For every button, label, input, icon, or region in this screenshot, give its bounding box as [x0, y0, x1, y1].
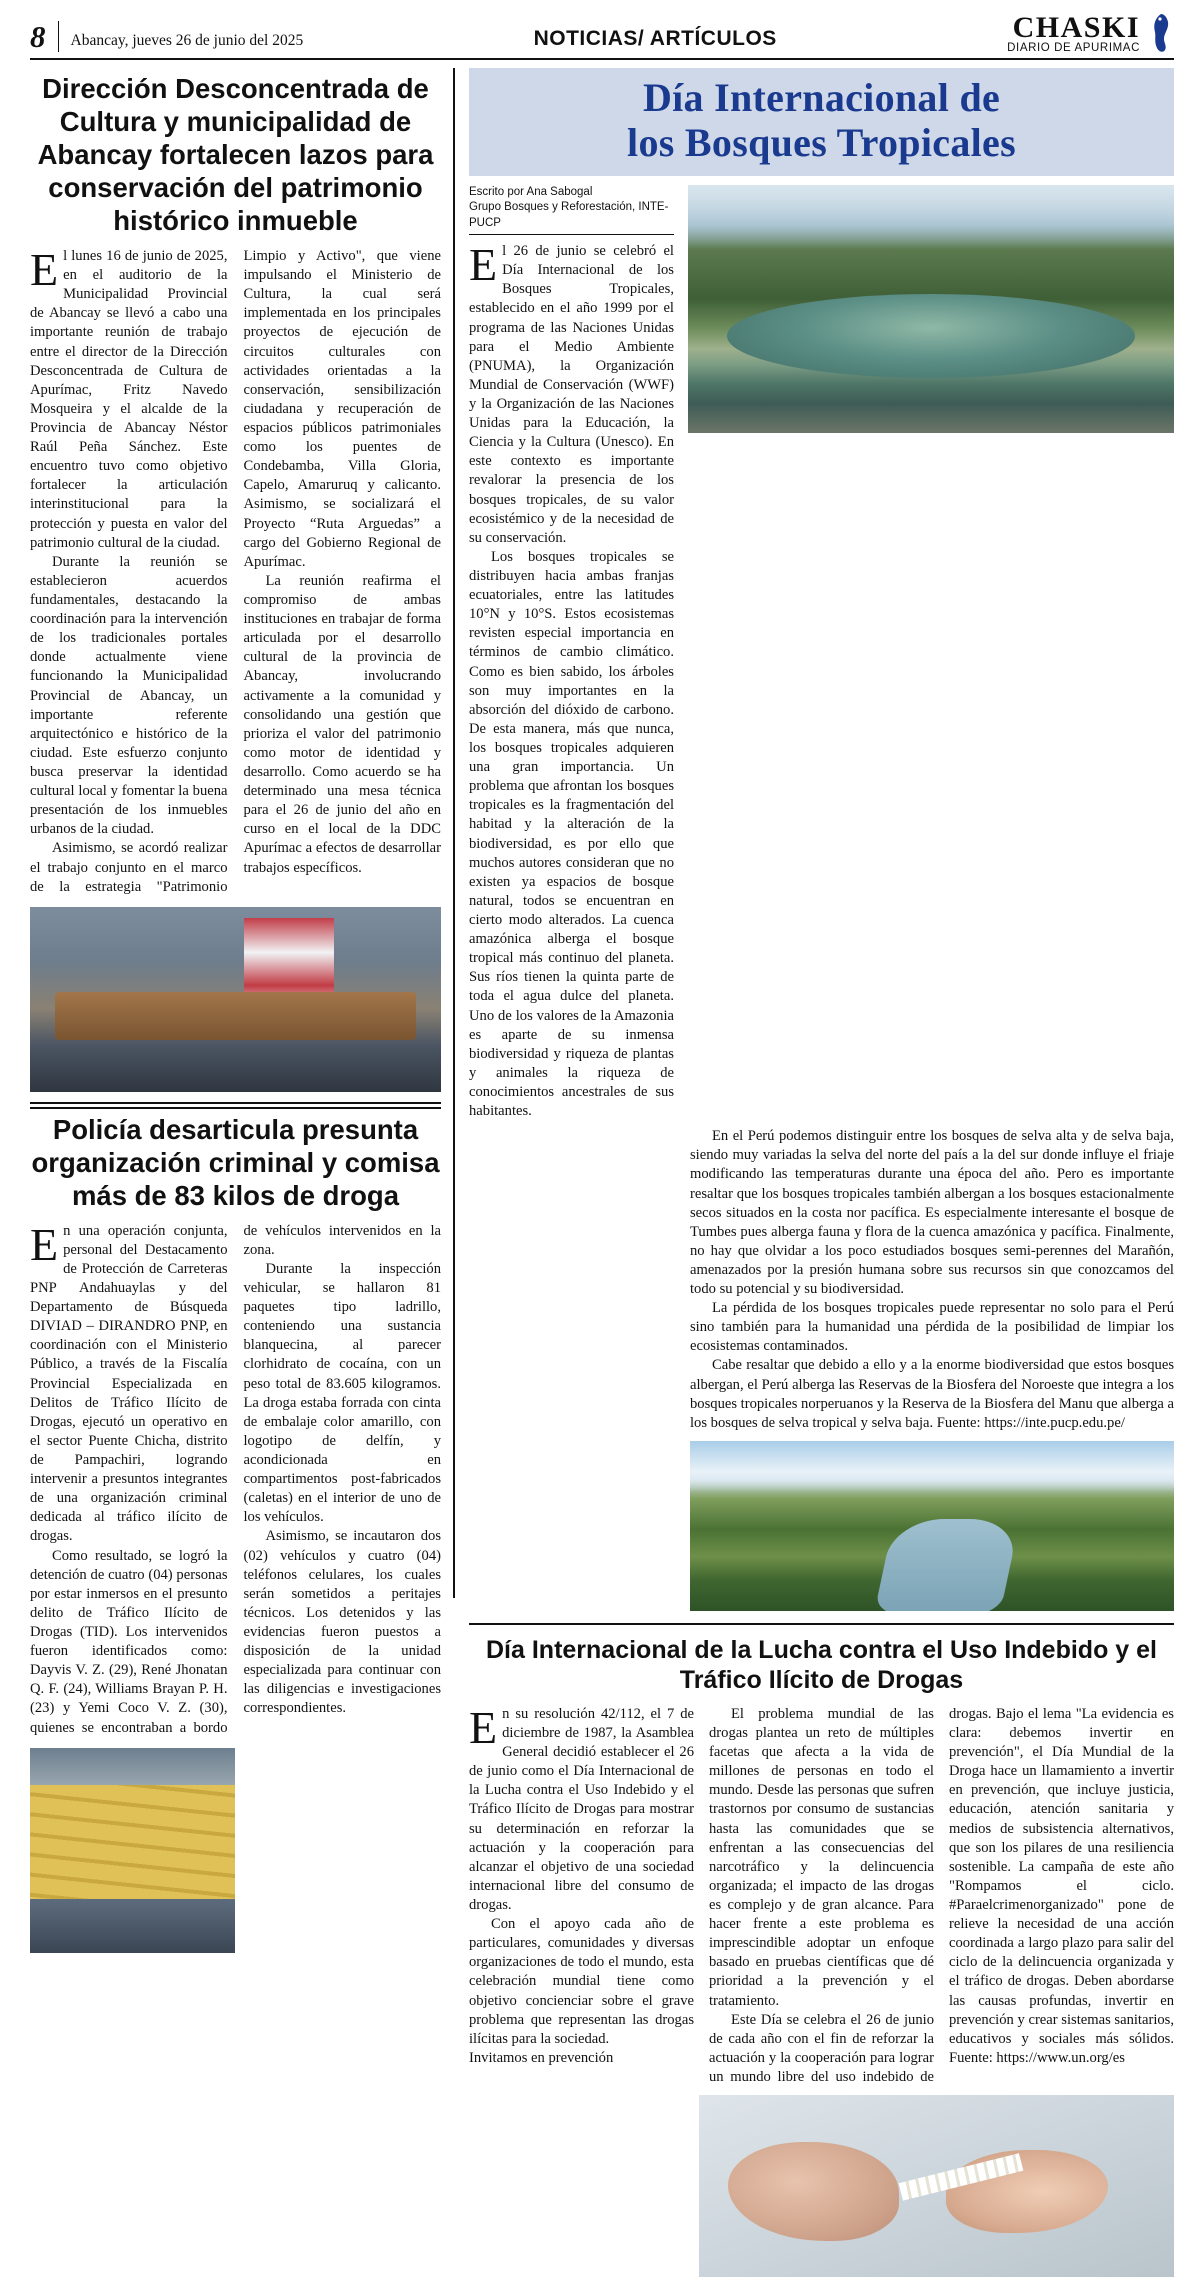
- byline-org: Grupo Bosques y Reforestación, INTE-PUCP: [469, 201, 669, 229]
- divider: [469, 1623, 1174, 1625]
- article2-paragraph: En el Perú podemos distinguir entre los bosques de selva alta y de selva baja, siendo muy variadas la selva del norte del país a la del sur donde influye el friaje modificando las temperaturas durante una época del año. Pero es importante resaltar que los bosques tropicales también albergan a los bosques estacionalmente secos situados en la costa nor pacífica. Es especialmente interesante el bosque de Tumbes pues alberga fauna y flora de la cuenca amazónica y pacífica. Finalmente, no hay que olvidar a los poco estudiados bosques semi-perennes del Marañón, amenazados por la presión humana sobre sus recursos sin que conozcamos del todo su potencial y su biodiversidad.: [690, 1128, 1174, 1298]
- article4-paragraph: Este Día se celebra el 26 de junio de cada año con el fin de reforzar la actuación y la cooperación para lograr un mundo libre del uso indebido de drogas. Bajo el lema "La evidencia es clara: debemos invertir en prevención", el Día Mundial de la Droga hace un llamamiento a invertir en prevención, que incluye justicia, educación, atención sanitaria y medios de subsistencia alternativos, que son los pilares de una resiliencia sostenible. La campaña de este año "Rompamos el ciclo. #Paraelcrimenorganizado" pone de relieve la necesidad de una acción coordinada a largo plazo para salir del ciclo de la delincuencia organizada y el tráfico de drogas. Deben abordarse las causas profundas, invertir en prevención y crear sistemas sanitarios, educativos y sociales más sólidos. Fuente: https://www.un.org/es: [709, 1705, 1174, 2085]
- article1-paragraph: Durante la reunión se establecieron acuerdos fundamentales, destacando la coordinación para la intervención de los tradicionales portales donde actualmente viene funcionando la Municipalidad Provincial de Abancay, un importante referente arquitectónico e histórico de la ciudad. Este esfuerzo conjunto busca preservar la identidad cultural local y fomentar la buena presentación de los inmuebles urbanos de la ciudad.: [30, 553, 228, 838]
- right-column: [455, 68, 1174, 2085]
- article4-subhead: Invitamos en prevención: [469, 2049, 614, 2066]
- byline-author: Escrito por Ana Sabogal: [469, 185, 593, 198]
- article4-paragraph: El problema mundial de las drogas plantea un reto de múltiples facetas que afecta a la vida de millones de personas en todo el mundo. Desde las personas que sufren trastornos por consumo de sustancias hasta las comunidades que se enfrentan a las consecuencias del narcotráfico y la delincuencia organizada; el impacto de las drogas es complejo y de gran alcance. Para hacer frente a este problema es imprescindible adoptar un enfoque basado en pruebas científicas que dé prioridad a la prevención y el tratamiento.: [709, 1705, 934, 2009]
- article1-paragraph: La reunión reafirma el compromiso de ambas instituciones en trabajar de forma articulada por el desarrollo cultural de la provincia de Abancay, involucrando activamente a la comunidad y consolidando una gestión que prioriza el valor del patrimonio como motor de identidad y desarrollo. Como acuerdo se ha determinado una mesa técnica para el 26 de junio del año en curso en el local de la DDC Apurímac a efectos de desarrollar trabajos específicos.: [243, 572, 441, 876]
- article4-paragraph: En su resolución 42/112, el 7 de diciembre de 1987, la Asamblea General decidió establecer el 26 de junio como el Día Internacional de la Lucha contra el Uso Indebido y el Tráfico Ilícito de Drogas para mostrar su determinación en reforzar la actuación y la cooperación para alcanzar el objetivo de una sociedad internacional libre del consumo de drogas.: [469, 1701, 694, 1914]
- left-column: [30, 68, 455, 1736]
- article2-headline-line2: los Bosques Tropicales: [627, 119, 1016, 165]
- brand-block: [1007, 12, 1174, 54]
- article2-banner: [469, 68, 1174, 176]
- cigarettes-icon: [898, 2153, 1022, 2201]
- divider: [30, 1107, 441, 1109]
- article2-photo-river: [690, 1441, 1174, 1611]
- article3-headline: Policía desarticula presunta organización criminal y comisa más de 83 kilos de droga: [31, 1113, 440, 1211]
- article1-photo: [30, 907, 441, 1092]
- article3-body: [30, 1218, 441, 1738]
- article3-paragraph: Asimismo, se incautaron dos (02) vehículos y cuatro (04) teléfonos celulares, los cuales serán sometidos a peritajes técnicos. Los detenidos y las evidencias fueron puestos a disposición de la unidad especializada para continuar con las diligencias e investigaciones correspondientes.: [243, 1528, 441, 1717]
- article3-paragraph: En una operación conjunta, personal del Destacamento de Protección de Carreteras PNP Andahuaylas y del Departamento de Búsqueda DIVIAD – DIRANDRO PNP, en coordinación con el Ministerio Público, a través de la Fiscalía Provincial Especializada en Delitos de Tráfico Ilícito de Drogas, ejecutó un operativo en el sector Puente Chicha, distrito de Pampachiri, logrando intervenir a presuntos integrantes de una organización criminal dedicada al tráfico ilícito de drogas.: [30, 1218, 228, 1545]
- article4-body: [469, 1701, 1174, 2087]
- article2-wide-text: [469, 1127, 1174, 1611]
- bird-logo-icon: [1148, 12, 1174, 54]
- divider: [30, 1102, 441, 1104]
- article1-paragraph: Asimismo, se acordó realizar el trabajo conjunto en el marco de la estrategia "Patrimonio Limpio y Activo", que viene impulsando el Ministerio de Cultura, la cual será implementada en los principales proyectos de ejecución de circuitos culturales con actividades orientadas a la conservación, sensibilización ciudadana y recuperación de espacios públicos patrimoniales como los puentes de Condebamba, Villa Gloria, Capelo, Amaruruq y calicanto. Asimismo, se socializará el Proyecto “Ruta Arguedas” a cargo del Gobierno Regional de Apurímac.: [30, 248, 441, 895]
- page-number: 8: [30, 21, 59, 52]
- article4-photo: [699, 2095, 1174, 2277]
- article4-paragraph: Con el apoyo cada año de particulares, comunidades y diversas organizaciones de todo el mundo, esta celebración mundial tiene como objetivo concienciar sobre el grave problema que representan las drogas ilícitas para la sociedad.: [469, 1916, 694, 2047]
- article2-left-col: [469, 185, 674, 1122]
- article2-photo-lagoon: [688, 185, 1174, 433]
- article2-byline: [469, 185, 674, 236]
- section-title: NOTICIAS/ ARTÍCULOS: [533, 27, 777, 50]
- brand-subtitle: DIARIO DE APURIMAC: [1007, 42, 1140, 54]
- article1-body: [30, 244, 441, 897]
- article1-paragraph: El lunes 16 de junio de 2025, en el auditorio de la Municipalidad Provincial de Abancay se llevó a cabo una importante reunión de trabajo entre el director de la Dirección Desconcentrada de Cultura de Apurímac, Fritz Navedo Mosqueira y el alcalde de la Provincia de Abancay Néstor Raúl Peña Sánchez. Este encuentro tuvo como objetivo fortalecer la articulación interinstitucional para la protección y puesta en valor del patrimonio cultural de la ciudad.: [30, 244, 228, 551]
- article4-headline: Día Internacional de la Lucha contra el Uso Indebido y el Tráfico Ilícito de Drogas: [486, 1635, 1157, 1694]
- article2-photo-col: [688, 185, 1174, 1122]
- article2-paragraph: La pérdida de los bosques tropicales puede representar no solo para el Perú sino también para la humanidad una pérdida de la posibilidad de limpiar los ecosistemas contaminados.: [690, 1300, 1174, 1355]
- article1-headline: Dirección Desconcentrada de Cultura y municipalidad de Abancay fortalecen lazos para conservación del patrimonio histórico inmueble: [37, 73, 434, 236]
- brand-name: CHASKI: [1012, 10, 1140, 44]
- article2-paragraph: Cabe resaltar que debido a ello y a la enorme biodiversidad que estos bosques albergan, el Perú alberga las Reservas de la Biosfera del Noroeste que integra a los bosques tropicales norperuanos y la Reserva de la Biosfera del Manu que alberga a los bosques de selva tropical y selva baja. Fuente: https://inte.pucp.edu.pe/: [690, 1357, 1174, 1431]
- article3-paragraph: Como resultado, se logró la detención de cuatro (04) personas por estar inmersos en el presunto delito de Tráfico Ilícito de Drogas (TID). Los intervenidos fueron identificados como: Dayvis V. Z. (29), René Jhonatan Q. F. (24), Williams Brayan P. H. (23) y Yemi Coco V. Z. (30), quienes se encontraban a bordo de vehículos intervenidos en la zona.: [30, 1222, 441, 1736]
- article2-paragraph: Los bosques tropicales se distribuyen hacia ambas franjas ecuatoriales, entre las latitudes 10°N y 10°S. Estos ecosistemas revisten especial importancia en términos de cambio climático. Como es bien sabido, los árboles son muy importantes en la absorción del dióxido de carbono. De esta manera, más que nunca, los bosques tropicales adquieren una gran importancia. Un problema que afrontan los bosques tropicales es la fragmentación del habitad y la alteración de la biodiversidad, es por ello que muchos autores consideran que no existen ya espacios de bosque natural, todos se encuentran en cierto modo alterados. La cuenca amazónica alberga el bosque tropical más continuo del planeta. Sus ríos tienen la quinta parte de toda el agua dulce del planeta. Uno de los valores de la Amazonia es aparte de su inmensa biodiversidad y riqueza de plantas y animales la riqueza de conocimientos ancestrales de sus habitantes.: [469, 548, 674, 1120]
- dateline: Abancay, jueves 26 de junio del 2025: [70, 32, 304, 49]
- article3-photo: [30, 1748, 235, 1953]
- article2-paragraph: El 26 de junio se celebró el Día Internacional de los Bosques Tropicales, establecido en el año 1999 por el programa de las Naciones Unidas para el Medio Ambiente (PNUMA), la Organización Mundial de Conservación (WWF) y la Organización de las Naciones Unidas para la Educación, la Ciencia y la Cultura (Unesco). En este contexto es importante revalorar la presencia de los bosques tropicales, de su valor ecosistémico y de la necesidad de su conservación.: [469, 239, 674, 546]
- article3-paragraph: Durante la inspección vehicular, se hallaron 81 paquetes tipo ladrillo, conteniendo una sustancia blanquecina, al parecer clorhidrato de cocaína, con un peso total de 83.605 kilogramos. La droga estaba forrada con cinta de embalaje color amarillo, con logotipo de delfín, y acondicionada en compartimentos post-fabricados (caletas) en el interior de uno de los vehículos.: [243, 1260, 441, 1526]
- article2-headline-line1: Día Internacional de: [642, 75, 1001, 120]
- masthead: [30, 10, 1174, 60]
